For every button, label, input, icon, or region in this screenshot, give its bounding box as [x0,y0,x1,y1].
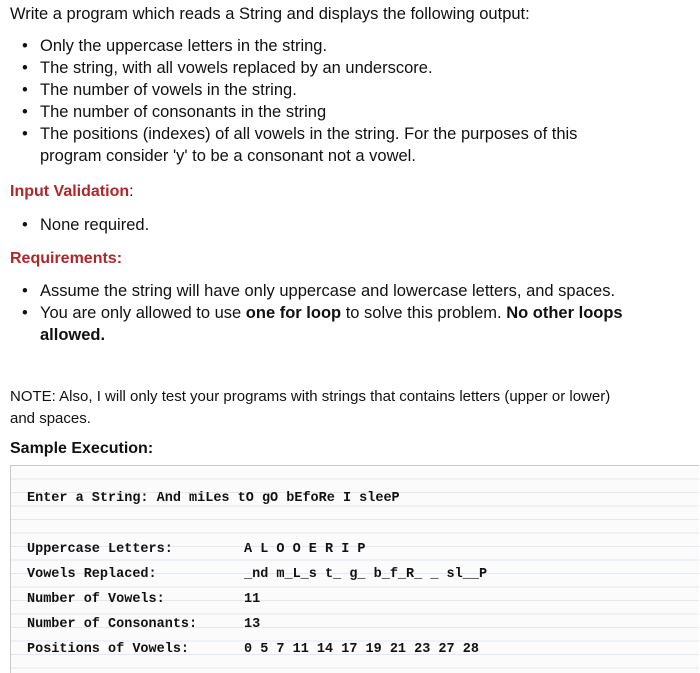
input-validation-heading [10,183,134,201]
list-item-text: Only the uppercase letters in the string. [40,37,328,55]
emphasis-text: one for loop [245,304,342,322]
sample-output-box [10,465,699,673]
note-line: and spaces. [10,410,91,427]
heading-colon: : [129,183,134,200]
list-item [22,57,577,79]
list-item-text-continued: program consider 'y' to be a consonant not a vowel. [40,147,416,165]
bullet-icon: • [22,103,28,121]
list-item [22,214,149,236]
row-value: _nd m_L_s t_ g_ b_f_R_ _ sl__P [244,567,488,582]
list-item-text: The number of vowels in the string. [40,81,297,99]
note-line: NOTE: Also, I will only test your programs with strings that contains letters (upper or lower) [10,388,611,405]
input-validation-list [22,214,149,236]
requirements-heading: Requirements: [10,250,123,267]
list-item-text: The number of consonants in the string [40,103,327,121]
note-text [10,386,610,430]
list-item-text: The string, with all vowels replaced by an underscore. [40,59,433,77]
bullet-icon: • [22,216,28,234]
bullet-icon: • [22,304,28,322]
row-label: Uppercase Letters: [27,542,173,557]
list-item [22,123,577,167]
list-item [22,280,623,302]
sample-execution-heading: Sample Execution: [10,440,154,457]
row-value: 13 [244,617,261,632]
row-value: 0 5 7 11 14 17 19 21 23 27 28 [244,642,479,657]
requirements-list [22,280,623,346]
emphasis-text: No other loops [506,304,623,322]
list-item-text: to solve this problem. [341,304,507,322]
emphasis-text: allowed. [40,326,106,344]
row-value: 11 [244,592,261,607]
list-item-text: You are only allowed to use [40,304,246,322]
bullet-icon: • [22,81,28,99]
row-label: Number of Consonants: [27,617,198,632]
bullet-icon: • [22,59,28,77]
bullet-icon: • [22,282,28,300]
list-item [22,35,577,57]
intro-text: Write a program which reads a String and displays the following output: [10,5,530,23]
list-item [22,302,623,346]
row-value: A L O O E R I P [244,542,366,557]
bullet-icon: • [22,37,28,55]
list-item [22,79,577,101]
output-list [22,35,577,167]
list-item [22,101,577,123]
input-validation-label: Input Validation [10,183,130,200]
row-label: Number of Vowels: [27,592,165,607]
list-item-text: Assume the string will have only uppercase and lowercase letters, and spaces. [40,282,616,300]
row-label: Vowels Replaced: [27,567,157,582]
list-item-text: None required. [40,216,150,234]
prompt-line: Enter a String: And miLes tO gO bEfoRe I sleeP [27,491,400,506]
list-item-text: The positions (indexes) of all vowels in the string. For the purposes of this [40,125,578,143]
bullet-icon: • [22,125,28,143]
row-label: Positions of Vowels: [27,642,190,657]
